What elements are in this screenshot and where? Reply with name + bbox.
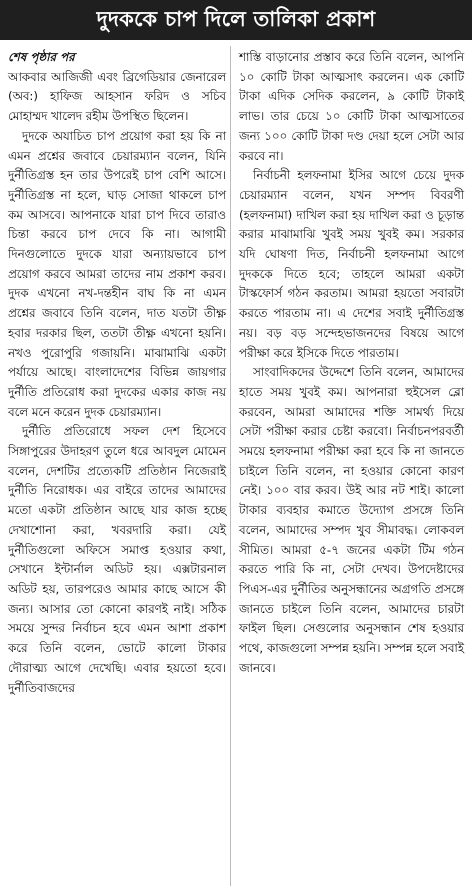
paragraph: দুদকে অযাচিত চাপ প্রয়োগ করা হয় কি না এমন প্রশ্নের জবাবে চেয়ারম্যান বলেন, যিনি দুর্নীতিগ্রস্ত হন তার উপরেই চাপ বেশি আসে। দুর্নীতিগ্রস্ত না হলে, ঘাড় সোজা থাকলে চাপ কম আসবে। আপনাকে যারা চাপ দিবে তারাও চিন্তা করবে চাপ দেবে কি না। আগামী দিনগুলোতে দুদকে যারা অন্যায়ভাবে চাপ প্রয়োগ করবে আমরা তাদের নাম প্রকাশ করব। দুদক এখনো নখ-দন্তহীন বাঘ কি না এমন প্রশ্নের জবাবে তিনি বলেন, দাত যতটা তীক্ষ্ণ হবার দরকার ছিল, ততটা তীক্ষ্ণ এখনো হয়নি। নখও পুরোপুরি গজায়নি। মাঝামাঝি একটা পর্যায়ে আছে। বাংলাদেশের বিভিন্ন জায়গার দুর্নীতি প্রতিরোধ করা দুদকের একার কাজ নয় বলে মনে করেন দুদক চেয়ারম্যান। bbox=[8, 128, 226, 419]
paragraph: দুর্নীতি প্রতিরোধে সফল দেশ হিসেবে সিঙ্গাপুরের উদাহরণ তুলে ধরে আবদুল মোমেন বলেন, দেশটির প্রত্যেকটি প্রতিষ্ঠান নিজেরাই দুর্নীতি নিরোধক। এর বাইরে তাদের আমাদের মতো একটা প্রতিষ্ঠান আছে যার কাজ হচ্ছে দেখাশোনা করা, খবরদারি করা। যেই দুর্নীতিগুলো অফিসে সমাপ্ত হওয়ার কথা, সেখানে ইন্টার্নাল অডিট হয়। এক্সটারনাল অডিট হয়, তারপরেও আমার কাছে আসে কী জন্য। আসার তো কোনো কারণই নাই। সঠিক সময়ে সুন্দর নির্বাচন হবে এমন আশা প্রকাশ করে তিনি বলেন, ভোটে কালো টাকার দৌরাত্ম্য আগে দেখেছি। এবার হয়তো হবে। দুর্নীতিবাজদের bbox=[8, 424, 226, 695]
paragraph: সাংবাদিকদের উদ্দেশে তিনি বলেন, আমাদের হাতে সময় খুবই কম। আপনারা হুইসেল ব্লো করবেন, আমরা আমাদের শক্তি সামর্থ্য দিয়ে সেটা পরীক্ষা করার চেষ্টা করবো। নির্বাচনপরবর্তী সময়ে হলফনামা পরীক্ষা করা হবে কি না জানতে চাইলে তিনি বলেন, না হওয়ার কোনো কারণ নেই। ১০০ বার করব। উই আর নট শাই। কালো টাকার ব্যবহার কমাতে উদ্যোগ প্রসঙ্গে তিনি বলেন, আমাদের সম্পদ খুব সীমাবদ্ধ। লোকবল সীমিত। আমরা ৫-৭ জনের একটা টিম গঠন করতে পারি কি না, সেটা দেখব। উপদেষ্টাদের পিএস-এর দুর্নীতির অনুসন্ধানের অগ্রগতি প্রসঙ্গে জানতে চাইলে তিনি বলেন, আমাদের চারটা ফাইল ছিল। সেগুলোর অনুসন্ধান শেষ হওয়ার পথে, কাজগুলো সম্পন্ন হয়নি। সম্পন্ন হলে সবাই জানবে। bbox=[239, 365, 464, 675]
paragraph: আকবার আজিজী এবং ব্রিগেডিয়ার জেনারেল (অব:) হাফিজ আহসান ফরিদ ও সচিব মোহাম্মদ খালেদ রহীম উপস্থিত ছিলেন। bbox=[8, 69, 226, 124]
paragraph: শাস্তি বাড়ানোর প্রস্তাব করে তিনি বলেন, আপনি ১০ কোটি টাকা আত্মসাৎ করলেন। এক কোটি টাকা এদিক সেদিক করলেন, ৯ কোটি টাকাই লাভ। তার চেয়ে ১০ কোটি টাকা আত্মসাতের জন্য ১০০ কোটি টাকা দণ্ড দেয়া হলে সেটা আর করবে না। bbox=[239, 50, 464, 163]
left-column bbox=[8, 48, 226, 698]
paragraph: নির্বাচনী হলফনামা ইসির আগে চেয়ে দুদক চেয়ারম্যান বলেন, যখন সম্পদ বিবরণী (হলফনামা) দাখিল করা হয় দাখিল করা ও চূড়ান্ত করার মাঝামাঝি খুবই সময় খুবই কম। সরকার যদি ঘোষণা দিত, নির্বাচনী হলফনামা আগে দুদককে দিতে হবে; তাহলে আমরা একটা টাস্কফোর্স গঠন করতাম। আমরা হয়তো সবারটা করতে পারতাম না। এ দেশের সবাই দুর্নীতিগ্রস্ত নয়। বড় বড় সন্দেহভাজনদের বিষয়ে আগে পরীক্ষা করে ইসিকে দিতে পারতাম। bbox=[239, 168, 464, 360]
right-column bbox=[239, 48, 464, 679]
continued-from-label: শেষ পৃষ্ঠার পর bbox=[8, 50, 75, 64]
headline: দুদককে চাপ দিলে তালিকা প্রকাশ bbox=[96, 6, 376, 31]
headline-banner bbox=[0, 0, 472, 40]
column-divider bbox=[230, 46, 231, 886]
